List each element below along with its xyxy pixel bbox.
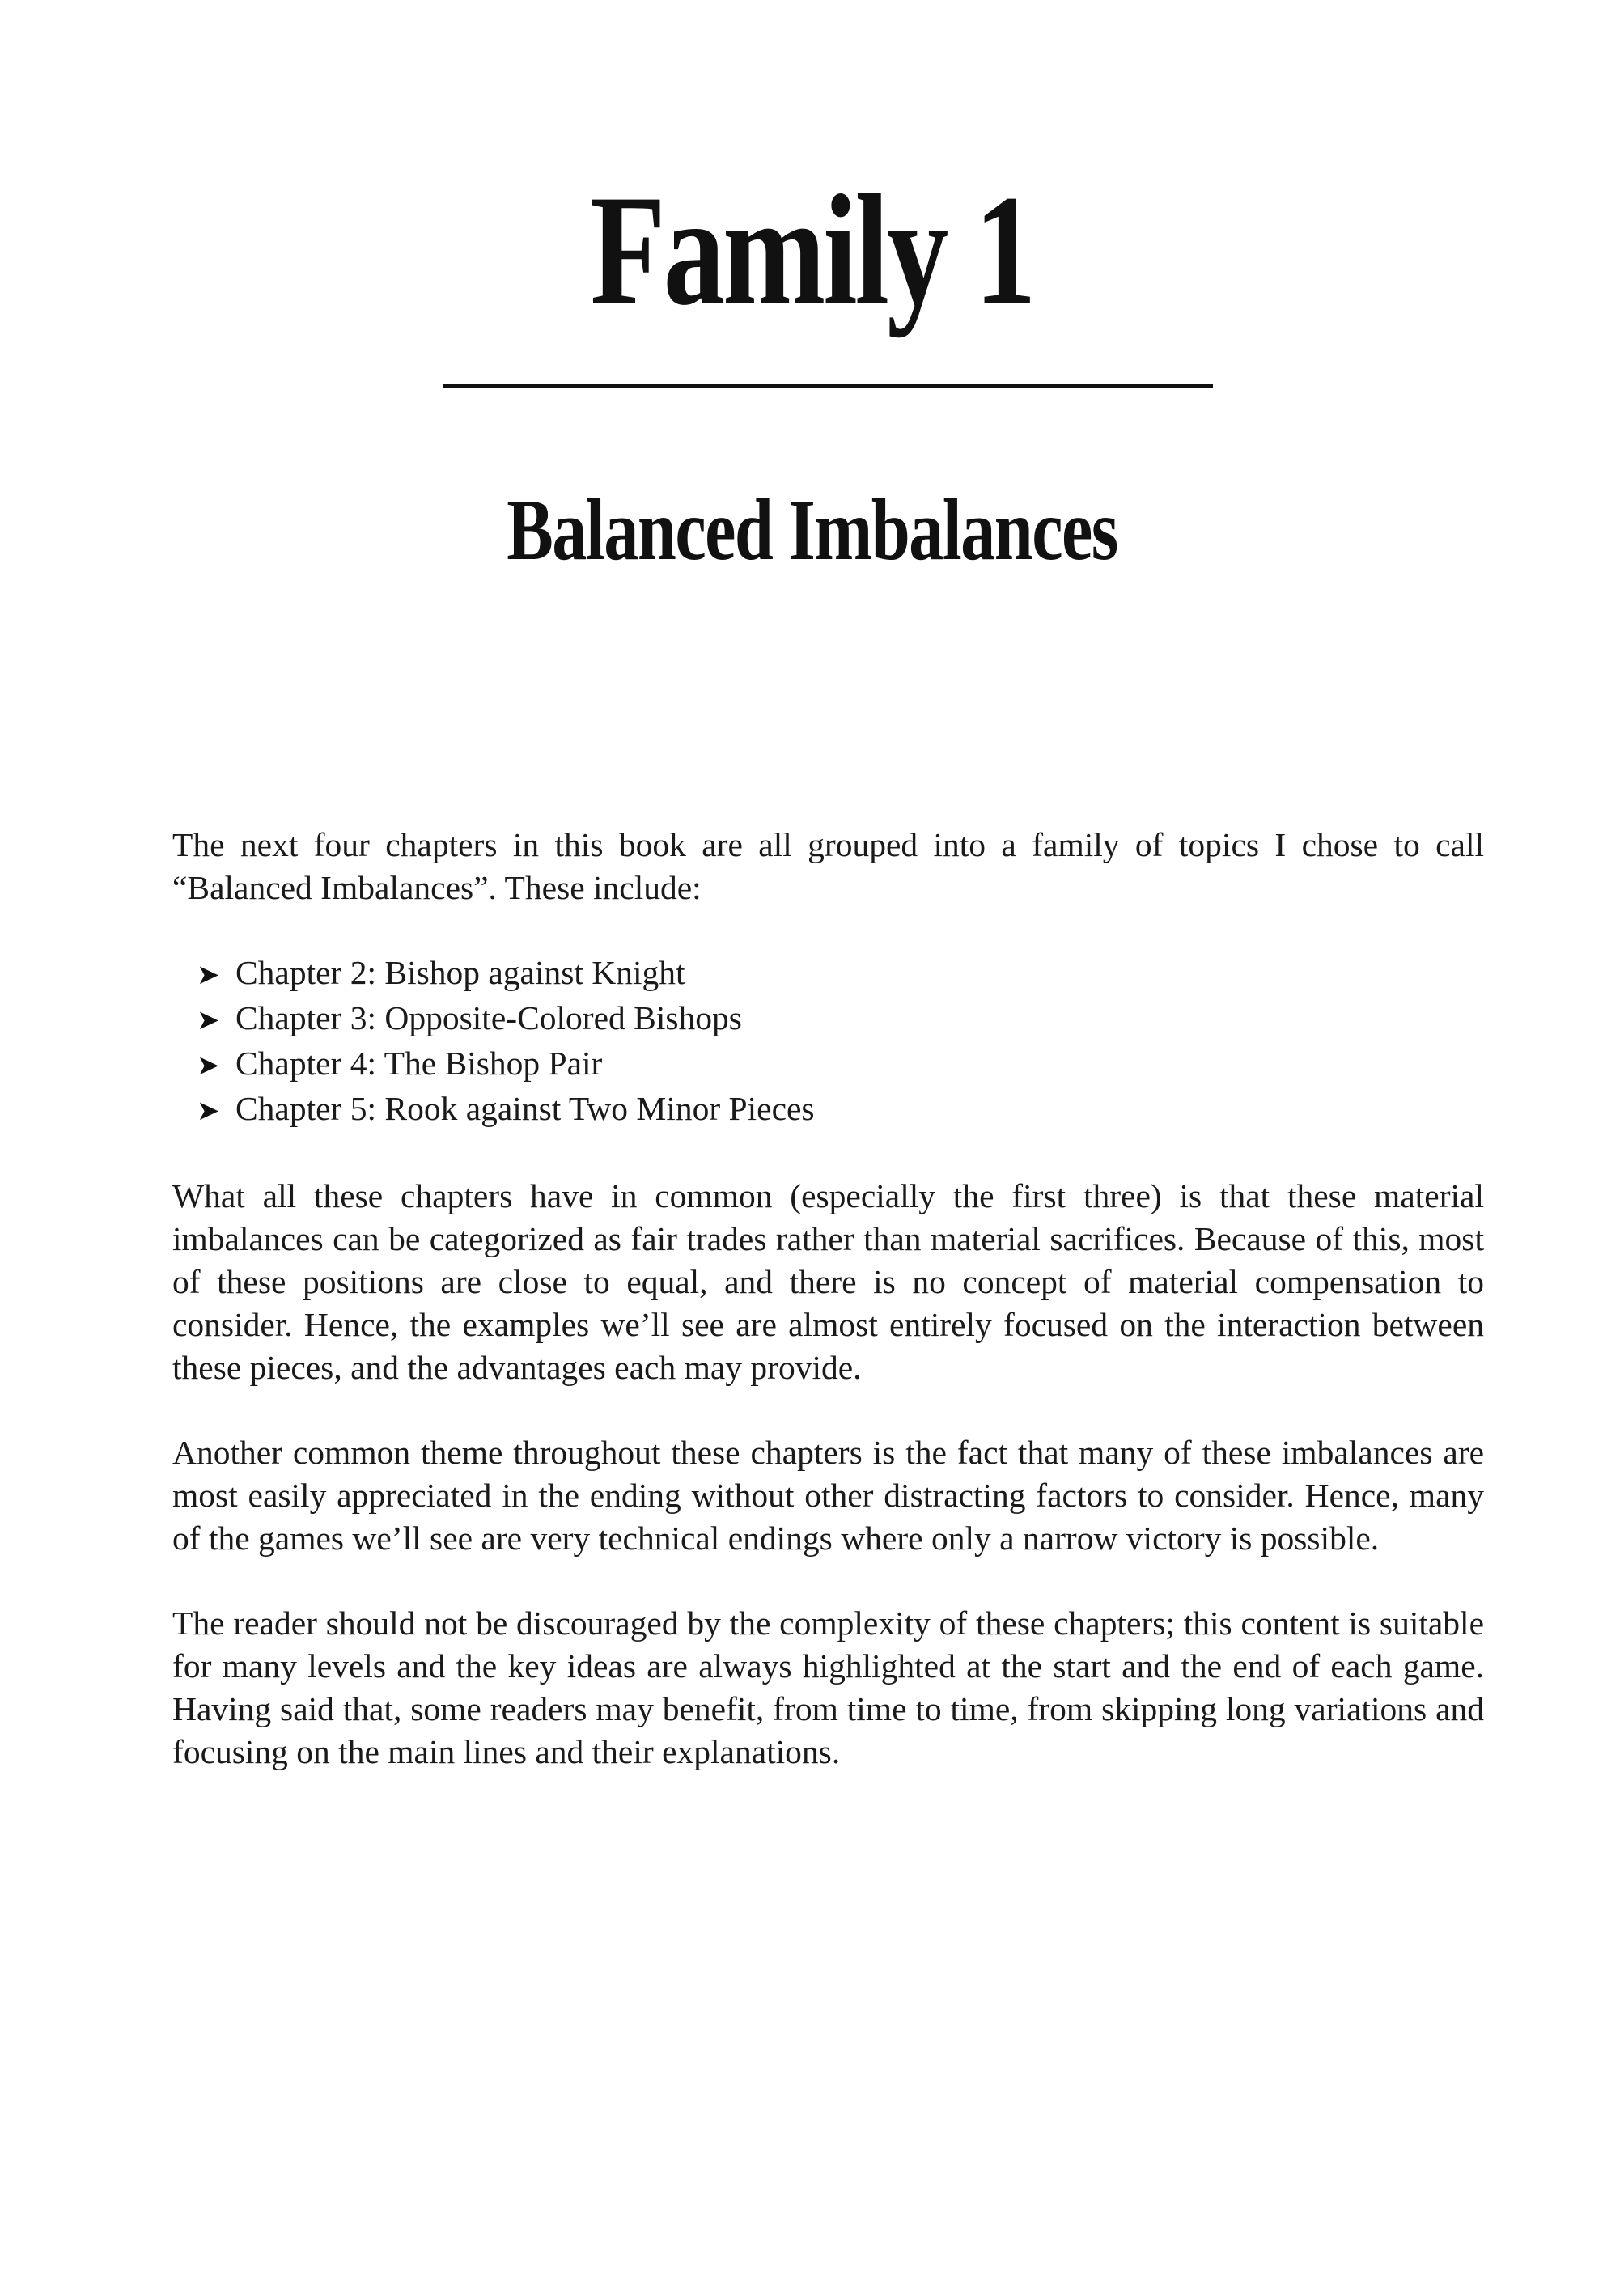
chapter-list (172, 952, 1484, 1133)
page-subtitle: Balanced Imbalances (507, 482, 1117, 579)
list-item (197, 952, 1484, 997)
chapter-label: Chapter 4: The Bishop Pair (235, 1045, 603, 1082)
arrowhead-bullet-icon: ➤ (197, 1095, 220, 1127)
list-item (197, 1087, 1484, 1133)
list-item (197, 1042, 1484, 1087)
intro-paragraph: The next four chapters in this book are all grouped into a family of topics I chose to call “Balanced Imbalances”. These include: (172, 826, 1484, 906)
chapter-label: Chapter 2: Bishop against Knight (235, 954, 685, 991)
body-text (172, 824, 1484, 1816)
arrowhead-bullet-icon: ➤ (197, 959, 220, 991)
arrowhead-bullet-icon: ➤ (197, 1049, 220, 1082)
body-paragraph: The reader should not be discouraged by the complexity of these chapters; this content is suitable for many levels and the key ideas are always highlighted at the start and the end of each game. Having said that, some readers may benefit, from time to time, from skipping long variations and focusing on the main lines and their explanations. (172, 1604, 1484, 1770)
page-title: Family 1 (590, 163, 1034, 338)
chapter-label: Chapter 5: Rook against Two Minor Pieces (235, 1090, 815, 1127)
body-paragraph: What all these chapters have in common (especially the first three) is that these material imbalances can be categorized as fair trades rather than material sacrifices. Because of this, most of these positions are close to equal, and there is no concept of material compensation to consider. Hence, the examples we’ll see are almost entirely focused on the interaction between these pieces, and the advantages each may provide. (172, 1177, 1484, 1386)
list-item (197, 997, 1484, 1042)
title-divider (443, 384, 1213, 388)
body-paragraph: Another common theme throughout these chapters is the fact that many of these imbalances are most easily appreciated in the ending without other distracting factors to consider. Hence, many of the games we’ll see are very technical endings where only a narrow victory is possible. (172, 1434, 1484, 1557)
arrowhead-bullet-icon: ➤ (197, 1004, 220, 1036)
chapter-label: Chapter 3: Opposite-Colored Bishops (235, 999, 742, 1036)
